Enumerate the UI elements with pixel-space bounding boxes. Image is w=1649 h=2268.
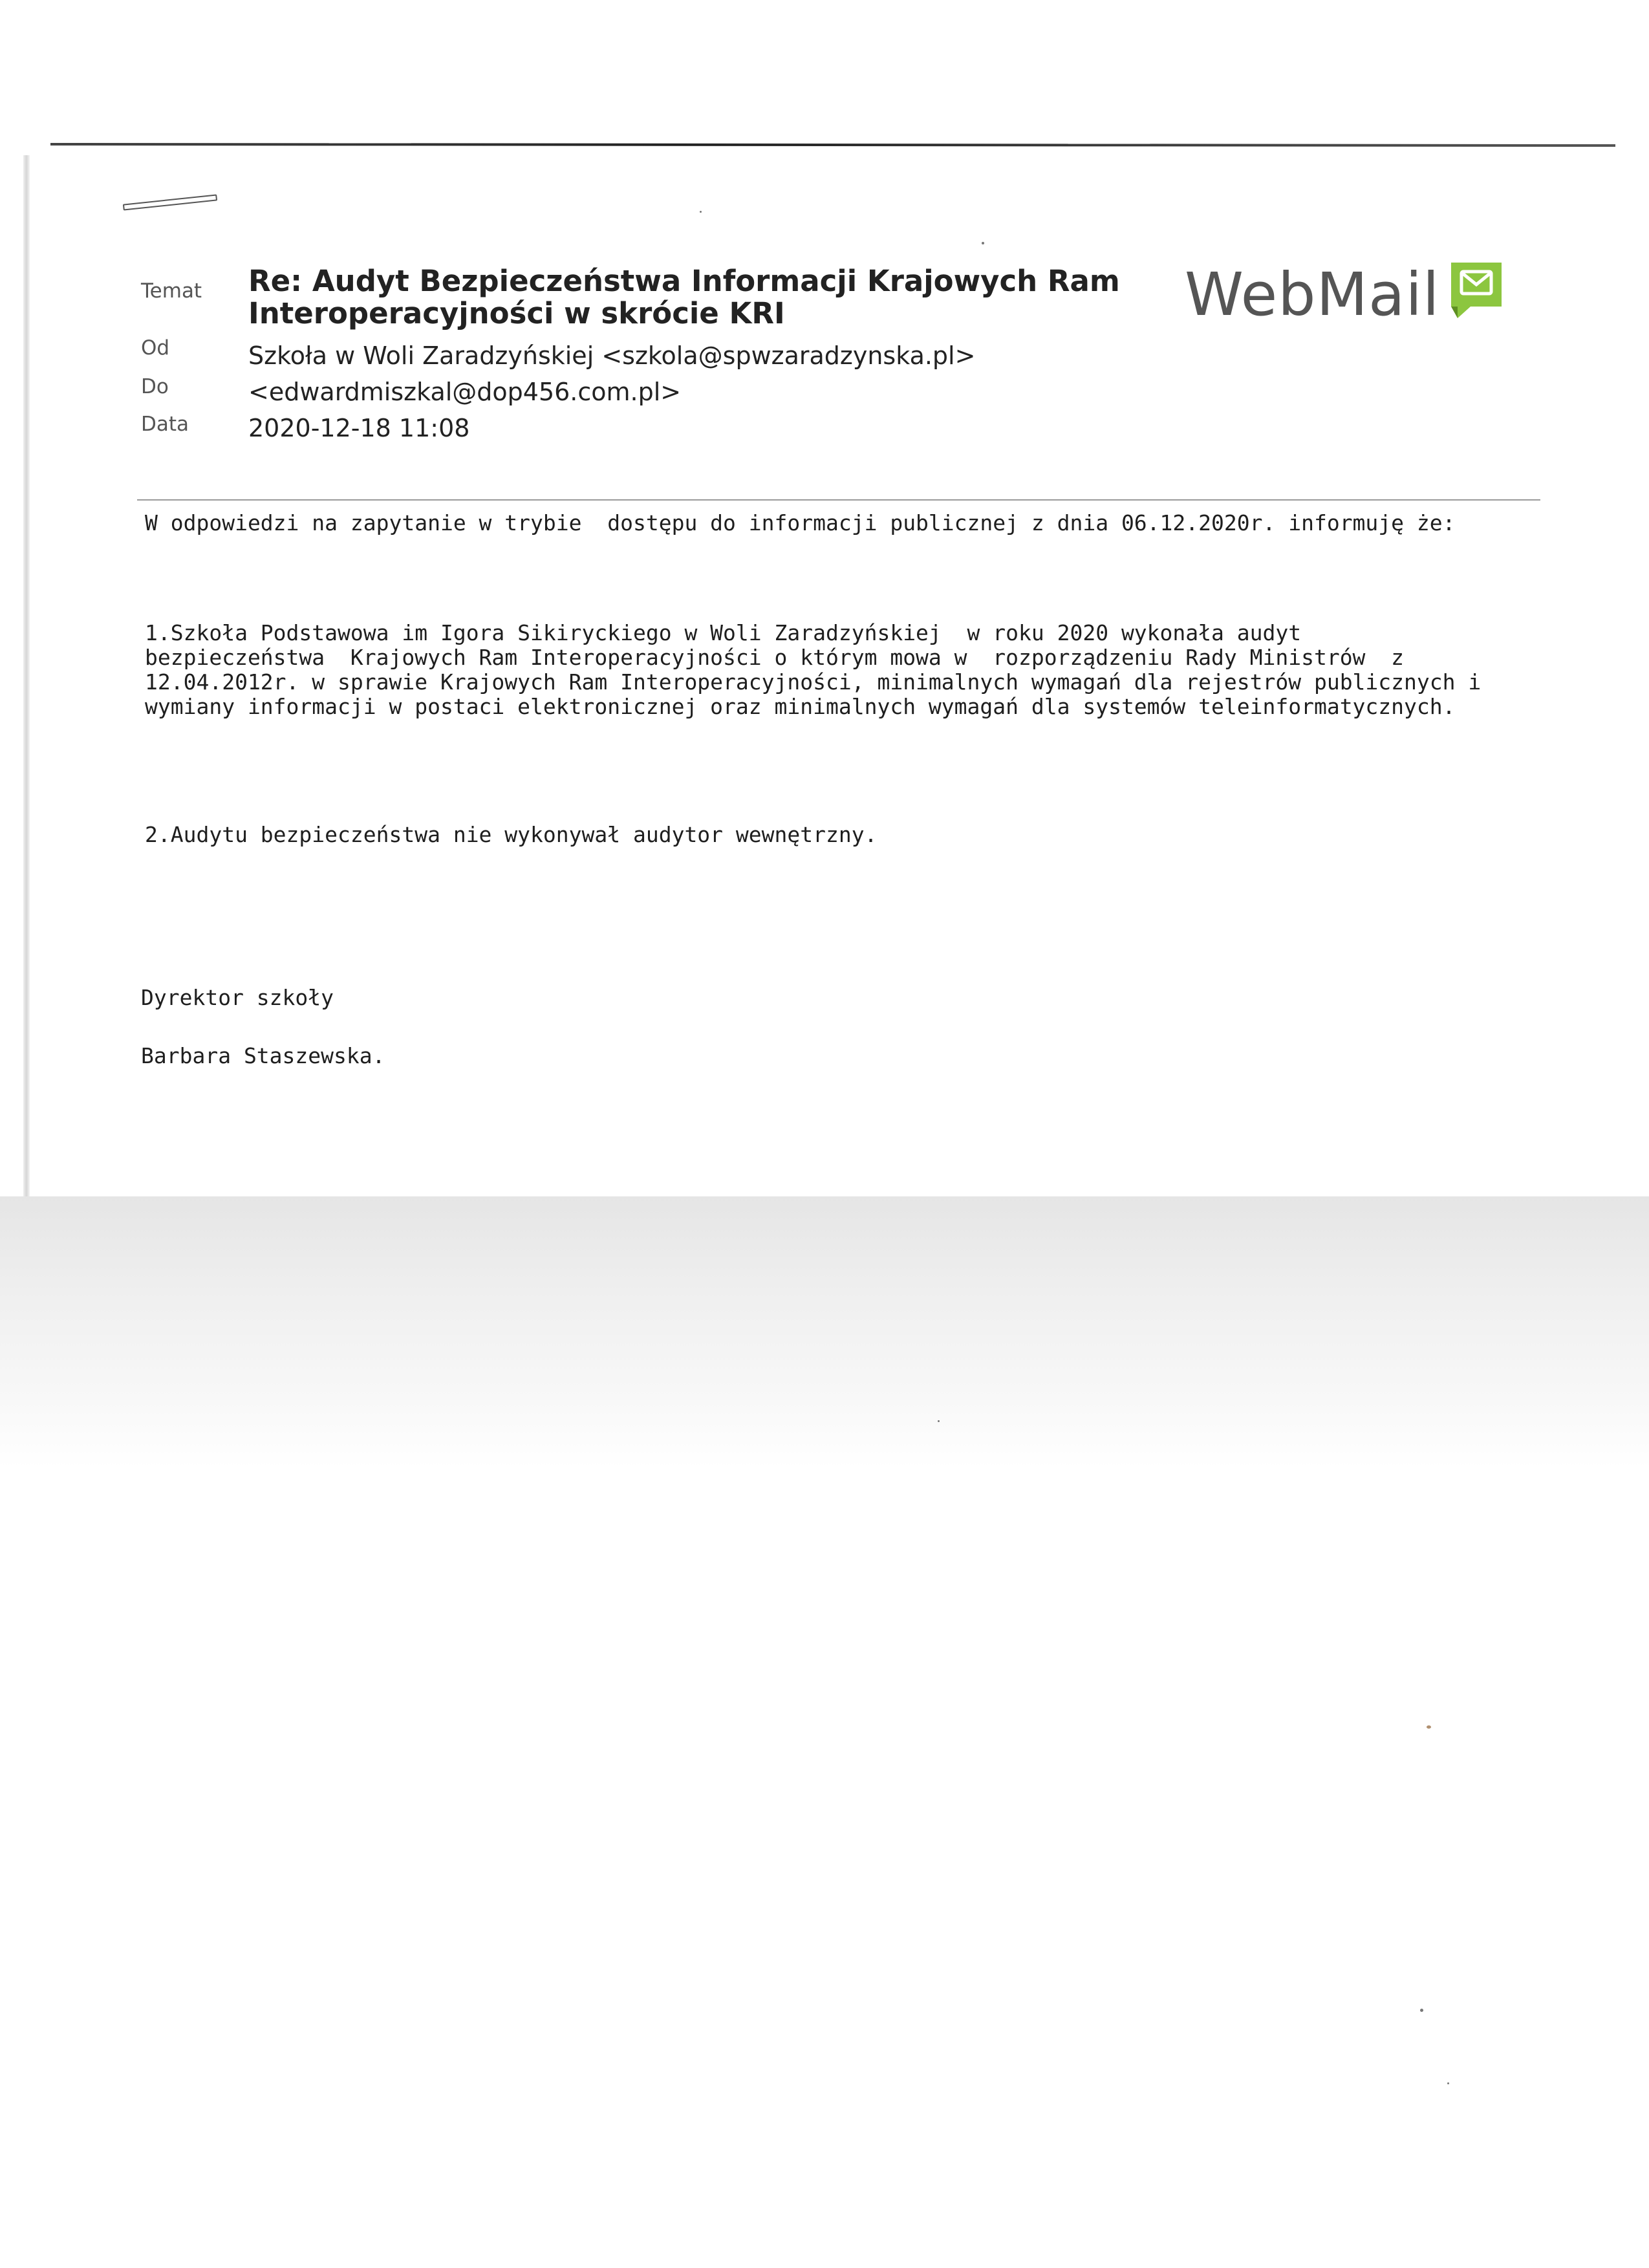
- body-point-1: 1.Szkoła Podstawowa im Igora Sikiryckiego w Woli Zaradzyńskiej w roku 2020 wykonała audyt bezpieczeństwa Krajowych Ram Interoperacyjności o którym mowa w rozporządzeniu Rady Ministrów z 12.04.2012r. w sprawie Krajowych Ram Interoperacyjności, minimalnych wymagań dla rejestrów publicznych i wymiany informacji w postaci elektronicznej oraz minimalnych wymagań dla systemów teleinformatycznych.: [145, 620, 1482, 719]
- from-value: Szkoła w Woli Zaradzyńskiej <szkola@spwzaradzynska.pl>: [248, 341, 976, 370]
- envelope-flag-icon: [1449, 259, 1504, 321]
- scan-top-edge: [50, 143, 1615, 147]
- from-label: Od: [141, 336, 170, 360]
- body-intro: W odpowiedzi na zapytanie w trybie dostępu do informacji publicznej z dnia 06.12.2020r. informuję że:: [145, 510, 1456, 535]
- webmail-logo: [1185, 260, 1504, 329]
- to-label: Do: [141, 375, 169, 398]
- to-value: <edwardmiszkal@dop456.com.pl>: [248, 378, 682, 406]
- date-label: Data: [141, 413, 189, 436]
- logo-text: WebMail: [1185, 260, 1440, 329]
- subject-label: Temat: [141, 279, 202, 303]
- signature-title: Dyrektor szkoły: [141, 985, 334, 1010]
- scan-mark: [123, 194, 217, 210]
- scan-shadow-band: [0, 1196, 1649, 1468]
- scan-speck: [938, 1420, 940, 1422]
- body-point-2: 2.Audytu bezpieczeństwa nie wykonywał audytor wewnętrzny.: [145, 822, 878, 847]
- scan-speck: [1427, 1725, 1431, 1729]
- scan-speck: [700, 211, 702, 213]
- email-subject: Re: Audyt Bezpieczeństwa Informacji Krajowych Ram Interoperacyjności w skrócie KRI: [248, 264, 1120, 330]
- scan-speck: [982, 242, 984, 244]
- scan-speck: [1420, 2009, 1423, 2012]
- scan-left-edge: [23, 155, 30, 1196]
- signature-name: Barbara Staszewska.: [141, 1043, 385, 1068]
- date-value: 2020-12-18 11:08: [248, 414, 470, 442]
- scan-speck: [1447, 2082, 1449, 2084]
- header-divider: [137, 499, 1540, 501]
